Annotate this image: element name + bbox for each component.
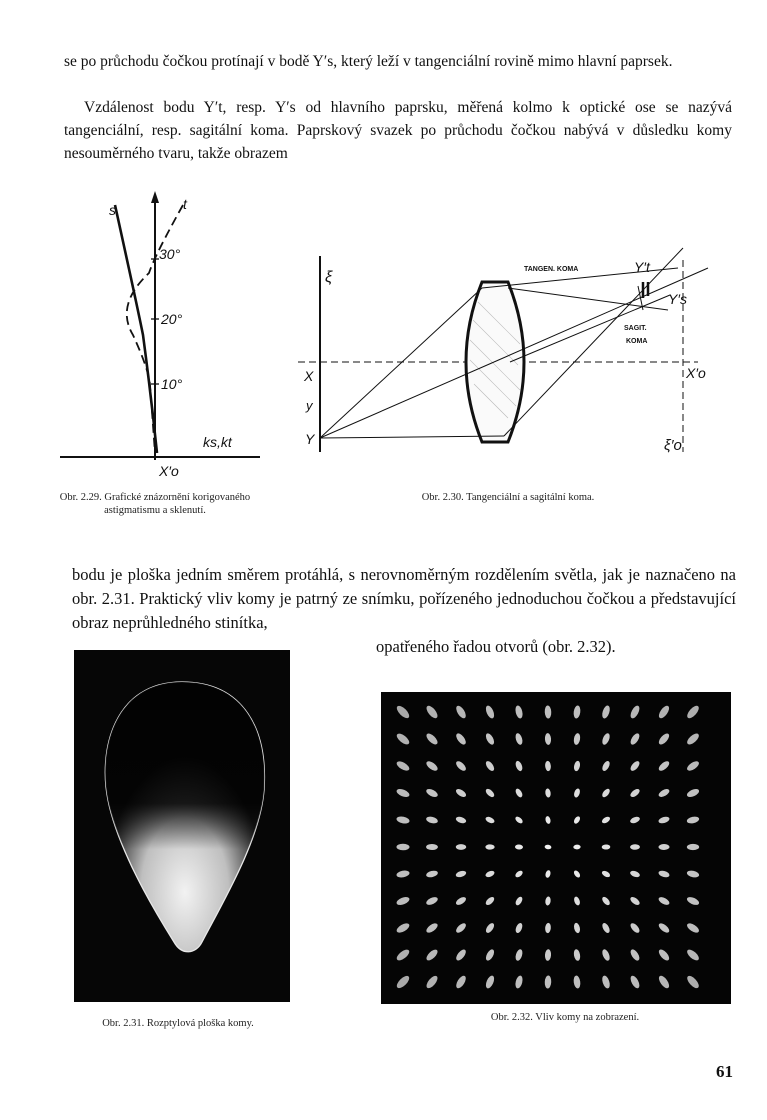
- caption-fig-2-31: Obr. 2.31. Rozptylová ploška komy.: [102, 1018, 254, 1029]
- fig230-label-y-small: y: [306, 398, 313, 413]
- fig230-label-xio: ξ′o: [664, 437, 682, 454]
- fig229-axis-arrow: [151, 191, 159, 203]
- fig229-tick-10: 10°: [161, 376, 183, 392]
- fig229-origin: X′o: [159, 463, 179, 479]
- figure-2-30: [298, 240, 718, 460]
- page-number: 61: [716, 1062, 733, 1081]
- fig230-label-xo: X′o: [686, 365, 706, 381]
- caption-fig-2-30: Obr. 2.30. Tangenciální a sagitální koma.: [421, 492, 595, 503]
- paragraph-1: se po průchodu čočkou protínají v bodě Y′s, který leží v tangenciální rovině mimo hlavní paprsek.: [64, 53, 673, 70]
- caption-fig-2-32: Obr. 2.32. Vliv komy na zobrazení.: [490, 1012, 640, 1023]
- fig230-label-sag1: SAGIT.: [624, 325, 647, 332]
- fig229-curve-s: [115, 205, 157, 453]
- paragraph-2: Vzdálenost bodu Y′t, resp. Y′s od hlavního paprsku, měřená kolmo k optické ose se nazývá tangenciální, resp. sagitální koma. Paprskový svazek po průchodu čočkou nabývá v důsledku komy nesouměrného tvaru, takže obrazem: [64, 99, 732, 162]
- figure-2-31-photo: [74, 650, 290, 1002]
- fig230-label-ys: Y′s: [668, 291, 687, 307]
- paragraph-3-last-line: opatřeného řadou otvorů (obr. 2.32).: [376, 637, 616, 656]
- figure-2-32-photo: [381, 692, 731, 1004]
- fig230-label-Y: Y: [305, 431, 315, 447]
- fig230-label-xi: ξ: [325, 269, 333, 286]
- caption-fig-2-29: Obr. 2.29. Grafické znázornění korigovaného astigmatismu a sklenutí.: [59, 492, 251, 516]
- fig229-axes: [60, 197, 260, 460]
- figure-2-29: [55, 185, 265, 485]
- fig229-label-s: s: [109, 202, 116, 218]
- fig230-label-sag2: KOMA: [626, 338, 648, 345]
- fig229-xlabel: ks,kt: [203, 434, 232, 450]
- fig230-label-x: X: [304, 368, 314, 384]
- fig230-label-tang: TANGEN. KOMA: [524, 266, 579, 273]
- fig229-tick-30: 30°: [159, 246, 181, 262]
- fig230-label-yt: Y′t: [634, 259, 650, 275]
- fig229-label-t: t: [183, 196, 187, 212]
- fig229-tick-20: 20°: [161, 311, 183, 327]
- paragraph-3: bodu je ploška jedním směrem protáhlá, s nerovnoměrným rozdělením světla, jak je naznačeno na obr. 2.31. Praktický vliv komy je patrný ze snímku, pořízeného jednoduchou čočkou a představující obraz neprůhledného stinítka,: [72, 565, 736, 632]
